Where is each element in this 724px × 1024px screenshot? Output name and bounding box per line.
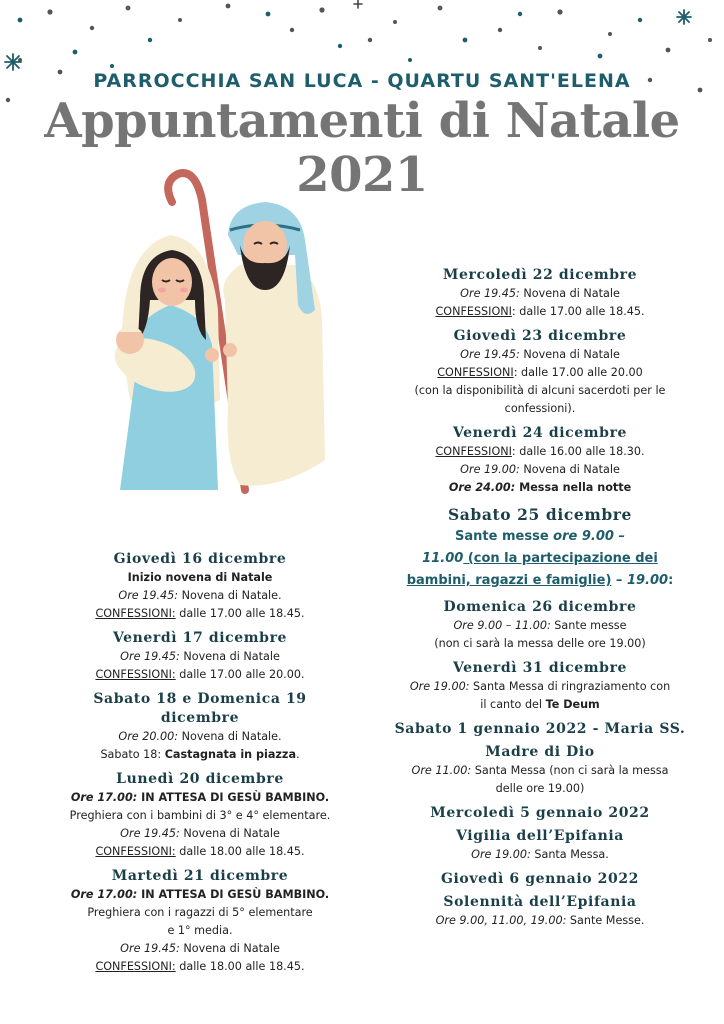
event-time: Ore 19.45: bbox=[120, 942, 180, 955]
event-day: Venerdì 17 dicembre bbox=[112, 630, 288, 646]
confessions-label: CONFESSIONI: bbox=[95, 845, 176, 858]
event-time: Ore 11.00: bbox=[411, 764, 472, 777]
event-day: Sabato 18 e Domenica 19 dicembre bbox=[93, 691, 307, 726]
event-time: Ore 19.00: bbox=[460, 463, 520, 476]
event-time: Ore 19.45: bbox=[118, 589, 179, 602]
event-note: (con la disponibilità di alcuni sacerdoti per le bbox=[414, 384, 666, 397]
confessions-label: CONFESSIONI: bbox=[95, 960, 176, 973]
event-day-subtitle: Solennità dell’Epifania bbox=[443, 894, 637, 910]
event-text: Novena di Natale bbox=[179, 650, 280, 663]
event-highlight: Messa nella notte bbox=[515, 481, 632, 494]
event-description: Preghiera con i ragazzi di 5° elementare bbox=[87, 906, 313, 919]
confessions-label: CONFESSIONI: bbox=[95, 668, 176, 681]
confessions-label: CONFESSIONI: bbox=[95, 607, 176, 620]
confessions-time: dalle 17.00 alle 20.00. bbox=[175, 668, 305, 681]
event-text: bambini, ragazzi e famiglie) bbox=[406, 573, 612, 588]
schedule-left-column bbox=[60, 550, 340, 976]
schedule-right-column bbox=[390, 266, 690, 930]
event-highlight: IN ATTESA DI GESÙ BAMBINO. bbox=[137, 888, 330, 901]
event-time: Ore 19.00: bbox=[471, 848, 531, 861]
event-text: Novena di Natale bbox=[179, 827, 280, 840]
event-note: confessioni). bbox=[504, 402, 576, 415]
event-block bbox=[60, 550, 340, 623]
event-subtitle: Inizio novena di Natale bbox=[127, 571, 273, 584]
event-text: . bbox=[296, 748, 300, 761]
event-day: Sabato 25 dicembre bbox=[447, 505, 633, 524]
event-day: Venerdì 31 dicembre bbox=[452, 660, 628, 676]
confessions-time: dalle 18.00 alle 18.45. bbox=[175, 845, 305, 858]
confessions-time: dalle 17.00 alle 18.45. bbox=[175, 607, 305, 620]
event-block bbox=[60, 867, 340, 976]
event-block bbox=[390, 870, 690, 930]
event-time: Ore 9.00 – 11.00: bbox=[453, 619, 551, 632]
event-text: Novena di Natale. bbox=[178, 730, 282, 743]
event-block bbox=[390, 659, 690, 714]
event-day: Giovedì 16 dicembre bbox=[113, 551, 287, 567]
event-text: (con la partecipazione dei bbox=[463, 551, 658, 566]
event-highlight: Castagnata in piazza bbox=[164, 748, 296, 761]
event-day-subtitle: Madre di Dio bbox=[485, 744, 595, 760]
event-text: : bbox=[668, 573, 674, 588]
title-line-2: 2021 bbox=[296, 147, 428, 203]
event-text: il canto del bbox=[480, 698, 546, 711]
event-time: ore 9.00 – bbox=[553, 529, 625, 544]
event-time: Ore 9.00, 11.00, 19.00: bbox=[435, 914, 567, 927]
event-day: Domenica 26 dicembre bbox=[443, 599, 637, 615]
event-time: Ore 19.45: bbox=[120, 650, 180, 663]
event-time: Ore 24.00: bbox=[448, 481, 516, 494]
event-text: Santa Messa di ringraziamento con bbox=[469, 680, 671, 693]
confessions-time: : dalle 17.00 alle 18.45. bbox=[511, 305, 645, 318]
event-block bbox=[390, 327, 690, 418]
event-time: Ore 19.45: bbox=[120, 827, 180, 840]
event-block bbox=[390, 266, 690, 321]
event-note: delle ore 19.00) bbox=[495, 782, 585, 795]
event-day: Giovedì 6 gennaio 2022 bbox=[440, 871, 640, 887]
event-day: Giovedì 23 dicembre bbox=[453, 328, 627, 344]
event-text: Novena di Natale bbox=[519, 463, 620, 476]
parish-name: PARROCCHIA SAN LUCA - QUARTU SANT'ELENA bbox=[93, 70, 631, 92]
event-text: Sabato 18: bbox=[100, 748, 165, 761]
event-time: Ore 19.45: bbox=[460, 287, 520, 300]
event-time: Ore 17.00: bbox=[70, 888, 138, 901]
event-description: Preghiera con i bambini di 3° e 4° elementare. bbox=[69, 809, 331, 822]
event-day: Mercoledì 22 dicembre bbox=[442, 267, 638, 283]
event-text: Novena di Natale. bbox=[178, 589, 282, 602]
event-time: 19.00 bbox=[626, 573, 669, 588]
event-time: Ore 17.00: bbox=[70, 791, 138, 804]
event-time: 11.00 bbox=[422, 551, 464, 566]
event-block bbox=[390, 598, 690, 653]
event-day: Venerdì 24 dicembre bbox=[452, 425, 628, 441]
event-block bbox=[390, 720, 690, 798]
event-day: Sabato 1 gennaio 2022 - Maria SS. bbox=[394, 721, 686, 737]
event-highlight: Te Deum bbox=[545, 698, 600, 711]
event-day: Lunedì 20 dicembre bbox=[116, 771, 284, 787]
confessions-time: : dalle 17.00 alle 20.00 bbox=[513, 366, 643, 379]
event-block bbox=[390, 424, 690, 497]
event-time: Ore 19.45: bbox=[460, 348, 520, 361]
event-text: – bbox=[611, 573, 627, 588]
event-day-subtitle: Vigilia dell’Epifania bbox=[456, 828, 624, 844]
event-block bbox=[390, 503, 690, 592]
event-text: Novena di Natale bbox=[519, 287, 620, 300]
event-text: Novena di Natale bbox=[179, 942, 280, 955]
event-text: Novena di Natale bbox=[519, 348, 620, 361]
event-block bbox=[60, 770, 340, 861]
event-time: Ore 20.00: bbox=[118, 730, 179, 743]
event-time: Ore 19.00: bbox=[409, 680, 470, 693]
event-block bbox=[60, 629, 340, 684]
confessions-label: CONFESSIONI bbox=[435, 445, 512, 458]
event-text: Santa Messa (non ci sarà la messa bbox=[471, 764, 669, 777]
event-description: e 1° media. bbox=[167, 924, 233, 937]
confessions-label: CONFESSIONI bbox=[435, 305, 512, 318]
event-block bbox=[390, 804, 690, 864]
event-text: Santa Messa. bbox=[530, 848, 609, 861]
confessions-label: CONFESSIONI bbox=[437, 366, 514, 379]
event-block bbox=[60, 690, 340, 764]
event-note: (non ci sarà la messa delle ore 19.00) bbox=[434, 637, 646, 650]
event-text: Sante messe bbox=[455, 529, 554, 544]
confessions-time: dalle 18.00 alle 18.45. bbox=[175, 960, 305, 973]
nativity-illustration bbox=[100, 160, 340, 500]
event-text: Sante Messe. bbox=[566, 914, 645, 927]
event-day: Martedì 21 dicembre bbox=[111, 868, 289, 884]
event-highlight: IN ATTESA DI GESÙ BAMBINO. bbox=[137, 791, 330, 804]
event-text: Sante messe bbox=[550, 619, 627, 632]
title-line-1: Appuntamenti di Natale bbox=[44, 93, 680, 149]
confessions-time: : dalle 16.00 alle 18.30. bbox=[511, 445, 645, 458]
event-day: Mercoledì 5 gennaio 2022 bbox=[430, 805, 650, 821]
